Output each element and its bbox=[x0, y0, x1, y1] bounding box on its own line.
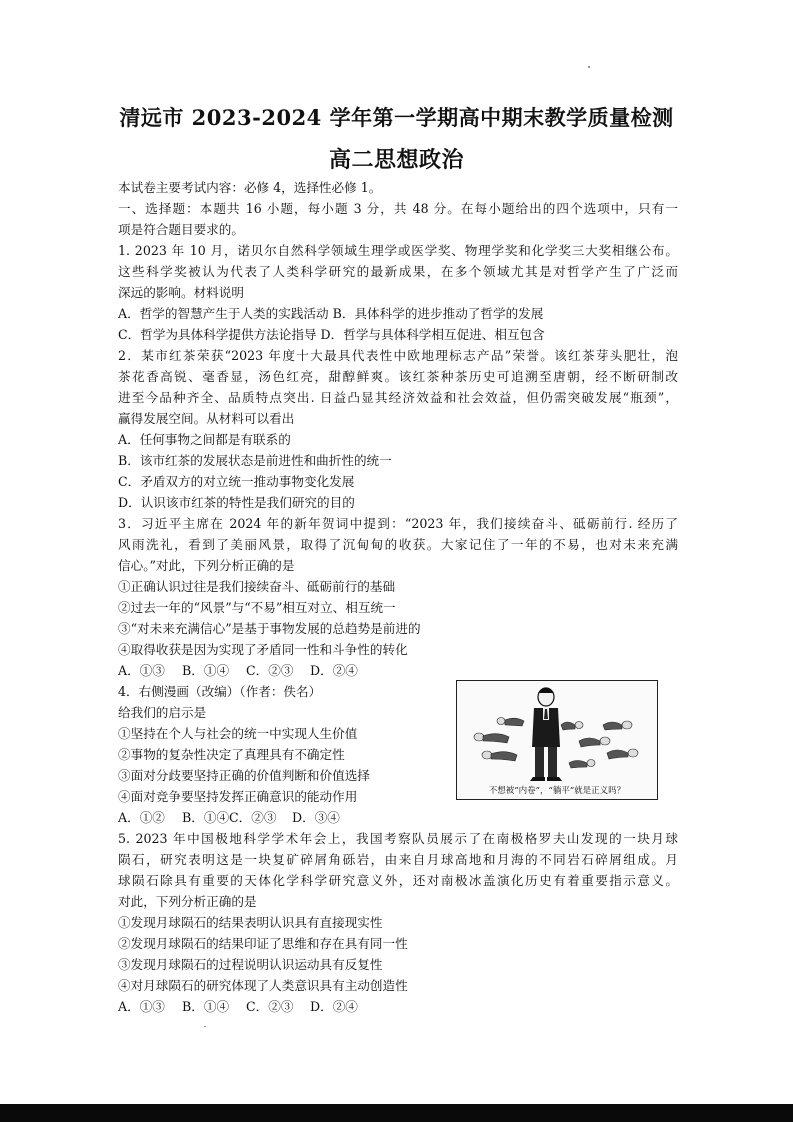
q2-option-c: C．矛盾双方的对立统一推动事物变化发展 bbox=[118, 474, 355, 489]
q2-option-b: B．该市红茶的发展状态是前进性和曲折性的统一 bbox=[118, 453, 392, 468]
q5-stem: 对此，下列分析正确的是 bbox=[118, 894, 257, 909]
q1-stem: 这些科学奖被认为代表了人类科学研究的最新成果，在多个领域尤其是对哲学产生了广泛而 bbox=[118, 264, 678, 279]
q2-option-a: A．任何事物之间都是有联系的 bbox=[118, 432, 291, 447]
q4-statement-1: ①坚持在个人与社会的统一中实现人生价值 bbox=[118, 726, 358, 741]
q5-options bbox=[118, 999, 678, 1015]
bottom-border-bar bbox=[0, 1104, 793, 1122]
q4-option-d: D．③④ bbox=[292, 810, 340, 825]
q5-statement-1: ①发现月球陨石的结果表明认识具有直接现实性 bbox=[118, 915, 383, 930]
exam-title: 清远市 2023-2024 学年第一学期高中期末教学质量检测 bbox=[119, 105, 674, 130]
q4-options bbox=[118, 810, 678, 826]
q5-statement-4: ④对月球陨石的研究体现了人类意识具有主动创造性 bbox=[118, 978, 408, 993]
q4-statement-3: ③面对分歧要坚持正确的价值判断和价值选择 bbox=[118, 768, 370, 783]
q1-stem: 1. 2023 年 10 月，诺贝尔自然科学领域生理学或医学奖、物理学奖和化学奖三大奖相继公布。 bbox=[118, 243, 678, 258]
q5-statement-3: ③发现月球陨石的过程说明认识运动具有反复性 bbox=[118, 957, 383, 972]
section-instructions-cont: 项是符合题目要求的。 bbox=[118, 222, 244, 237]
q3-option-b: B．①④ bbox=[182, 663, 230, 678]
q4-statement-4: ④面对竞争要坚持发挥正确意识的能动作用 bbox=[118, 789, 358, 804]
q4-option-a: A．①② bbox=[118, 810, 165, 825]
scan-dot bbox=[588, 66, 590, 68]
q1-options-cd: C．哲学为具体科学提供方法论指导 D．哲学与具体科学相互促进、相互包含 bbox=[118, 327, 545, 342]
exam-content-note: 本试卷主要考试内容：必修 4，选择性必修 1。 bbox=[118, 180, 382, 195]
q3-option-a: A．①③ bbox=[118, 663, 165, 678]
q2-stem: 2．某市红茶荣获“2023 年度十大最具代表性中欧地理标志产品”荣誉。该红茶芽头肥壮，泡 bbox=[118, 348, 678, 363]
q3-stem: 风雨洗礼，看到了美丽风景，取得了沉甸甸的收获。大家记住了一年的不易，也对未来充满 bbox=[118, 537, 678, 552]
section-instructions: 一、选择题：本题共 16 小题，每小题 3 分，共 48 分。在每小题给出的四个选项中，只有一 bbox=[118, 201, 678, 216]
q3-stem: 信心。”对此，下列分析正确的是 bbox=[118, 558, 295, 573]
q4-stem: 4．右侧漫画（改编）（作者：佚名） bbox=[118, 684, 322, 699]
q5-option-d: D．②④ bbox=[310, 999, 358, 1014]
q3-option-c: C．②③ bbox=[246, 663, 294, 678]
q3-option-d: D．②④ bbox=[310, 663, 358, 678]
cartoon-image bbox=[456, 680, 658, 800]
q5-stem: 陨石，研究表明这是一块复矿碎屑角砾岩，由来自月球高地和月海的不同岩石碎屑组成。月 bbox=[118, 852, 678, 867]
q5-statement-2: ②发现月球陨石的结果印证了思维和存在具有同一性 bbox=[118, 936, 408, 951]
q3-statement-3: ③“对未来充满信心”是基于事物发展的总趋势是前进的 bbox=[118, 621, 421, 636]
exam-subtitle: 高二思想政治 bbox=[328, 147, 464, 173]
q3-statement-2: ②过去一年的“风景”与“不易”相互对立、相互统一 bbox=[118, 600, 396, 615]
q3-statement-4: ④取得收获是因为实现了矛盾同一性和斗争性的转化 bbox=[118, 642, 408, 657]
q5-option-c: C．②③ bbox=[246, 999, 294, 1014]
q3-options bbox=[118, 663, 678, 679]
cartoon-illustration bbox=[457, 681, 656, 786]
q2-stem: 茶花香高锐、毫香显，汤色红亮，甜醇鲜爽。该红茶种茶历史可追溯至唐朝，经不断研制改 bbox=[118, 369, 678, 384]
q5-option-b: B．①④ bbox=[182, 999, 230, 1014]
q4-stem: 给我们的启示是 bbox=[118, 705, 207, 720]
q5-stem: 球陨石除具有重要的天体化学科学研究意义外，还对南极冰盖演化历史有着重要指示意义。 bbox=[118, 873, 678, 888]
q2-stem: 赢得发展空间。从材料可以看出 bbox=[118, 411, 295, 426]
cartoon-caption: 不想被“内卷”，“躺平”就是正义吗？ bbox=[488, 786, 626, 796]
q5-option-a: A．①③ bbox=[118, 999, 165, 1014]
q1-stem: 深远的影响。材料说明 bbox=[118, 285, 244, 300]
q1-options-ab: A．哲学的智慧产生于人类的实践活动 B．具体科学的进步推动了哲学的发展 bbox=[118, 306, 544, 321]
q4-statement-2: ②事物的复杂性决定了真理具有不确定性 bbox=[118, 747, 345, 762]
scan-mark bbox=[204, 1026, 206, 1027]
q3-stem: 3．习近平主席在 2024 年的新年贺词中提到：“2023 年，我们接续奋斗、砥砺前行. 经历了 bbox=[118, 516, 678, 531]
q2-option-d: D．认识该市红茶的特性是我们研究的目的 bbox=[118, 495, 355, 510]
q4-option-bc: B．①④C．②③ bbox=[182, 810, 277, 825]
q3-statement-1: ①正确认识过往是我们接续奋斗、砥砺前行的基础 bbox=[118, 579, 396, 594]
q2-stem: 进至今品种齐全、品质特点突出. 日益凸显其经济效益和社会效益，但仍需突破发展“瓶颈”， bbox=[118, 390, 678, 405]
q5-stem: 5. 2023 年中国极地科学学术年会上，我国考察队员展示了在南极格罗夫山发现的一块月球 bbox=[118, 831, 678, 846]
